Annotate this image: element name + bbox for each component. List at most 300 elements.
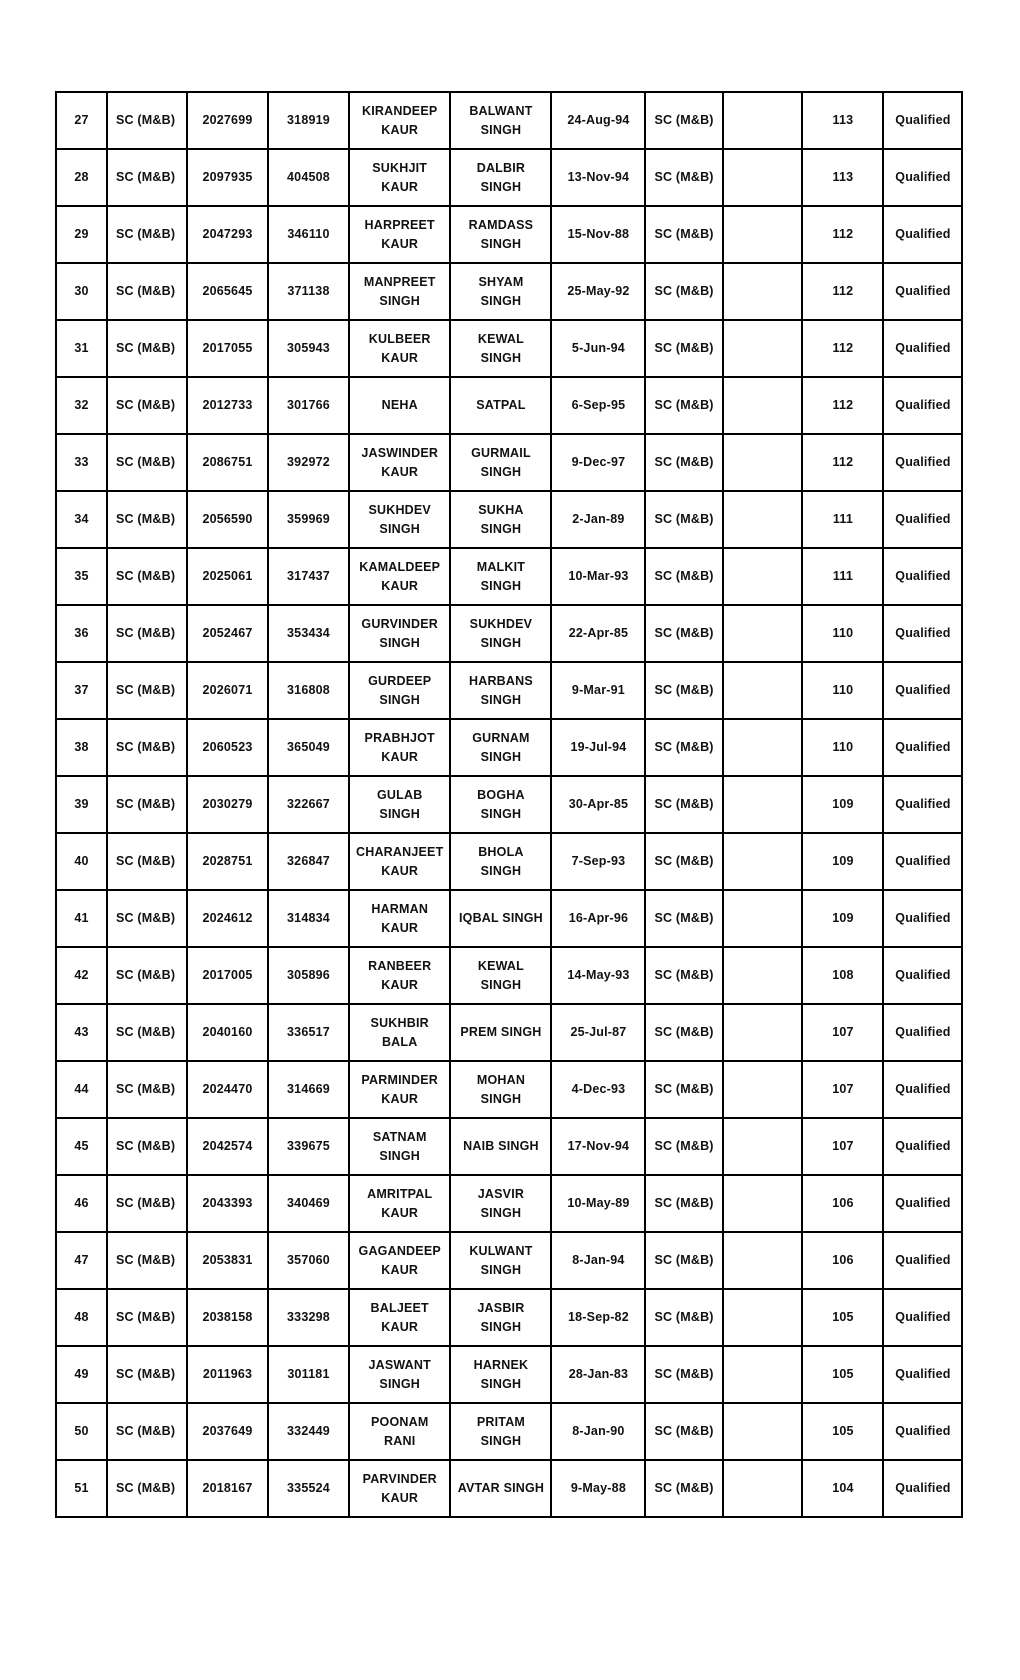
category-cell: SC (M&B) <box>107 1346 187 1403</box>
result-cell: Qualified <box>883 92 962 149</box>
candidate-name-cell: GULAB SINGH <box>349 776 450 833</box>
roll-number-cell: 2027699 <box>187 92 268 149</box>
candidate-name-cell: HARPREET KAUR <box>349 206 450 263</box>
remarks-cell <box>723 263 802 320</box>
roll-number-cell: 2024470 <box>187 1061 268 1118</box>
serial-number-cell: 31 <box>56 320 107 377</box>
result-cell: Qualified <box>883 605 962 662</box>
father-name-cell: KULWANT SINGH <box>450 1232 551 1289</box>
table-row <box>56 548 962 605</box>
marks-cell: 111 <box>802 491 883 548</box>
marks-cell: 110 <box>802 605 883 662</box>
serial-number-cell: 33 <box>56 434 107 491</box>
allotted-category-cell: SC (M&B) <box>645 1403 723 1460</box>
candidate-name-cell: MANPREET SINGH <box>349 263 450 320</box>
father-name-cell: HARBANS SINGH <box>450 662 551 719</box>
father-name-cell: JASBIR SINGH <box>450 1289 551 1346</box>
serial-number-cell: 40 <box>56 833 107 890</box>
roll-number-cell: 2065645 <box>187 263 268 320</box>
remarks-cell <box>723 206 802 263</box>
category-cell: SC (M&B) <box>107 320 187 377</box>
remarks-cell <box>723 1289 802 1346</box>
application-number-cell: 335524 <box>268 1460 349 1517</box>
roll-number-cell: 2038158 <box>187 1289 268 1346</box>
application-number-cell: 365049 <box>268 719 349 776</box>
father-name-cell: PREM SINGH <box>450 1004 551 1061</box>
marks-cell: 105 <box>802 1289 883 1346</box>
father-name-cell: AVTAR SINGH <box>450 1460 551 1517</box>
result-cell: Qualified <box>883 548 962 605</box>
father-name-cell: NAIB SINGH <box>450 1118 551 1175</box>
application-number-cell: 336517 <box>268 1004 349 1061</box>
marks-cell: 106 <box>802 1175 883 1232</box>
remarks-cell <box>723 548 802 605</box>
table-row <box>56 947 962 1004</box>
date-of-birth-cell: 10-May-89 <box>551 1175 645 1232</box>
category-cell: SC (M&B) <box>107 662 187 719</box>
table-row <box>56 377 962 434</box>
date-of-birth-cell: 2-Jan-89 <box>551 491 645 548</box>
father-name-cell: SUKHDEV SINGH <box>450 605 551 662</box>
father-name-cell: SUKHA SINGH <box>450 491 551 548</box>
roll-number-cell: 2012733 <box>187 377 268 434</box>
category-cell: SC (M&B) <box>107 92 187 149</box>
marks-cell: 107 <box>802 1118 883 1175</box>
serial-number-cell: 37 <box>56 662 107 719</box>
allotted-category-cell: SC (M&B) <box>645 1004 723 1061</box>
marks-cell: 112 <box>802 434 883 491</box>
remarks-cell <box>723 719 802 776</box>
table-row <box>56 1346 962 1403</box>
roll-number-cell: 2060523 <box>187 719 268 776</box>
roll-number-cell: 2017005 <box>187 947 268 1004</box>
serial-number-cell: 41 <box>56 890 107 947</box>
roll-number-cell: 2017055 <box>187 320 268 377</box>
roll-number-cell: 2026071 <box>187 662 268 719</box>
date-of-birth-cell: 9-Mar-91 <box>551 662 645 719</box>
table-row <box>56 1175 962 1232</box>
date-of-birth-cell: 25-Jul-87 <box>551 1004 645 1061</box>
remarks-cell <box>723 605 802 662</box>
date-of-birth-cell: 9-May-88 <box>551 1460 645 1517</box>
father-name-cell: KEWAL SINGH <box>450 320 551 377</box>
application-number-cell: 392972 <box>268 434 349 491</box>
marks-cell: 109 <box>802 833 883 890</box>
table-row <box>56 1061 962 1118</box>
result-cell: Qualified <box>883 491 962 548</box>
allotted-category-cell: SC (M&B) <box>645 1232 723 1289</box>
allotted-category-cell: SC (M&B) <box>645 1346 723 1403</box>
result-cell: Qualified <box>883 1460 962 1517</box>
candidate-name-cell: SUKHBIR BALA <box>349 1004 450 1061</box>
serial-number-cell: 51 <box>56 1460 107 1517</box>
serial-number-cell: 44 <box>56 1061 107 1118</box>
result-cell: Qualified <box>883 1175 962 1232</box>
table-row <box>56 833 962 890</box>
result-cell: Qualified <box>883 1232 962 1289</box>
table-row <box>56 263 962 320</box>
roll-number-cell: 2086751 <box>187 434 268 491</box>
date-of-birth-cell: 25-May-92 <box>551 263 645 320</box>
result-cell: Qualified <box>883 320 962 377</box>
remarks-cell <box>723 1232 802 1289</box>
candidate-name-cell: POONAM RANI <box>349 1403 450 1460</box>
marks-cell: 107 <box>802 1061 883 1118</box>
category-cell: SC (M&B) <box>107 377 187 434</box>
result-cell: Qualified <box>883 1289 962 1346</box>
date-of-birth-cell: 4-Dec-93 <box>551 1061 645 1118</box>
serial-number-cell: 47 <box>56 1232 107 1289</box>
allotted-category-cell: SC (M&B) <box>645 491 723 548</box>
category-cell: SC (M&B) <box>107 491 187 548</box>
table-row <box>56 1403 962 1460</box>
serial-number-cell: 42 <box>56 947 107 1004</box>
father-name-cell: RAMDASS SINGH <box>450 206 551 263</box>
date-of-birth-cell: 13-Nov-94 <box>551 149 645 206</box>
table-row <box>56 149 962 206</box>
candidate-name-cell: KAMALDEEP KAUR <box>349 548 450 605</box>
remarks-cell <box>723 1175 802 1232</box>
allotted-category-cell: SC (M&B) <box>645 263 723 320</box>
roll-number-cell: 2024612 <box>187 890 268 947</box>
father-name-cell: JASVIR SINGH <box>450 1175 551 1232</box>
allotted-category-cell: SC (M&B) <box>645 1061 723 1118</box>
serial-number-cell: 32 <box>56 377 107 434</box>
category-cell: SC (M&B) <box>107 1175 187 1232</box>
serial-number-cell: 50 <box>56 1403 107 1460</box>
serial-number-cell: 45 <box>56 1118 107 1175</box>
serial-number-cell: 49 <box>56 1346 107 1403</box>
application-number-cell: 404508 <box>268 149 349 206</box>
candidate-name-cell: GAGANDEEP KAUR <box>349 1232 450 1289</box>
date-of-birth-cell: 9-Dec-97 <box>551 434 645 491</box>
marks-cell: 110 <box>802 662 883 719</box>
category-cell: SC (M&B) <box>107 1061 187 1118</box>
application-number-cell: 305896 <box>268 947 349 1004</box>
category-cell: SC (M&B) <box>107 206 187 263</box>
roll-number-cell: 2053831 <box>187 1232 268 1289</box>
table-row <box>56 1460 962 1517</box>
roll-number-cell: 2056590 <box>187 491 268 548</box>
marks-cell: 113 <box>802 92 883 149</box>
father-name-cell: DALBIR SINGH <box>450 149 551 206</box>
serial-number-cell: 35 <box>56 548 107 605</box>
roll-number-cell: 2097935 <box>187 149 268 206</box>
candidate-name-cell: RANBEER KAUR <box>349 947 450 1004</box>
candidate-name-cell: JASWINDER KAUR <box>349 434 450 491</box>
allotted-category-cell: SC (M&B) <box>645 605 723 662</box>
application-number-cell: 301766 <box>268 377 349 434</box>
candidate-name-cell: PARMINDER KAUR <box>349 1061 450 1118</box>
roll-number-cell: 2018167 <box>187 1460 268 1517</box>
candidate-name-cell: JASWANT SINGH <box>349 1346 450 1403</box>
father-name-cell: BOGHA SINGH <box>450 776 551 833</box>
serial-number-cell: 36 <box>56 605 107 662</box>
application-number-cell: 353434 <box>268 605 349 662</box>
marks-cell: 111 <box>802 548 883 605</box>
category-cell: SC (M&B) <box>107 434 187 491</box>
table-row <box>56 662 962 719</box>
allotted-category-cell: SC (M&B) <box>645 833 723 890</box>
result-cell: Qualified <box>883 1061 962 1118</box>
candidate-name-cell: KIRANDEEP KAUR <box>349 92 450 149</box>
remarks-cell <box>723 890 802 947</box>
table-row <box>56 719 962 776</box>
remarks-cell <box>723 1118 802 1175</box>
date-of-birth-cell: 24-Aug-94 <box>551 92 645 149</box>
candidate-name-cell: NEHA <box>349 377 450 434</box>
result-cell: Qualified <box>883 377 962 434</box>
roll-number-cell: 2047293 <box>187 206 268 263</box>
application-number-cell: 339675 <box>268 1118 349 1175</box>
remarks-cell <box>723 1346 802 1403</box>
date-of-birth-cell: 22-Apr-85 <box>551 605 645 662</box>
marks-cell: 113 <box>802 149 883 206</box>
date-of-birth-cell: 30-Apr-85 <box>551 776 645 833</box>
roll-number-cell: 2011963 <box>187 1346 268 1403</box>
date-of-birth-cell: 15-Nov-88 <box>551 206 645 263</box>
marks-cell: 106 <box>802 1232 883 1289</box>
allotted-category-cell: SC (M&B) <box>645 776 723 833</box>
roll-number-cell: 2040160 <box>187 1004 268 1061</box>
table-row <box>56 776 962 833</box>
roll-number-cell: 2025061 <box>187 548 268 605</box>
result-cell: Qualified <box>883 719 962 776</box>
remarks-cell <box>723 149 802 206</box>
remarks-cell <box>723 1403 802 1460</box>
remarks-cell <box>723 947 802 1004</box>
date-of-birth-cell: 18-Sep-82 <box>551 1289 645 1346</box>
allotted-category-cell: SC (M&B) <box>645 719 723 776</box>
category-cell: SC (M&B) <box>107 263 187 320</box>
marks-cell: 109 <box>802 776 883 833</box>
application-number-cell: 346110 <box>268 206 349 263</box>
remarks-cell <box>723 662 802 719</box>
table-row <box>56 491 962 548</box>
application-number-cell: 316808 <box>268 662 349 719</box>
father-name-cell: HARNEK SINGH <box>450 1346 551 1403</box>
application-number-cell: 322667 <box>268 776 349 833</box>
marks-cell: 112 <box>802 320 883 377</box>
candidate-name-cell: KULBEER KAUR <box>349 320 450 377</box>
application-number-cell: 317437 <box>268 548 349 605</box>
table-row <box>56 1232 962 1289</box>
remarks-cell <box>723 1004 802 1061</box>
candidate-name-cell: PRABHJOT KAUR <box>349 719 450 776</box>
application-number-cell: 332449 <box>268 1403 349 1460</box>
candidate-name-cell: SUKHDEV SINGH <box>349 491 450 548</box>
allotted-category-cell: SC (M&B) <box>645 92 723 149</box>
result-cell: Qualified <box>883 662 962 719</box>
father-name-cell: MOHAN SINGH <box>450 1061 551 1118</box>
allotted-category-cell: SC (M&B) <box>645 320 723 377</box>
serial-number-cell: 48 <box>56 1289 107 1346</box>
date-of-birth-cell: 8-Jan-90 <box>551 1403 645 1460</box>
remarks-cell <box>723 776 802 833</box>
allotted-category-cell: SC (M&B) <box>645 434 723 491</box>
serial-number-cell: 27 <box>56 92 107 149</box>
roll-number-cell: 2042574 <box>187 1118 268 1175</box>
results-table <box>55 91 963 1518</box>
father-name-cell: GURMAIL SINGH <box>450 434 551 491</box>
table-row <box>56 1118 962 1175</box>
table-row <box>56 92 962 149</box>
date-of-birth-cell: 8-Jan-94 <box>551 1232 645 1289</box>
remarks-cell <box>723 833 802 890</box>
category-cell: SC (M&B) <box>107 149 187 206</box>
result-cell: Qualified <box>883 1403 962 1460</box>
application-number-cell: 359969 <box>268 491 349 548</box>
category-cell: SC (M&B) <box>107 890 187 947</box>
remarks-cell <box>723 1460 802 1517</box>
date-of-birth-cell: 17-Nov-94 <box>551 1118 645 1175</box>
results-table-body <box>56 92 962 1517</box>
application-number-cell: 333298 <box>268 1289 349 1346</box>
roll-number-cell: 2030279 <box>187 776 268 833</box>
date-of-birth-cell: 7-Sep-93 <box>551 833 645 890</box>
allotted-category-cell: SC (M&B) <box>645 890 723 947</box>
allotted-category-cell: SC (M&B) <box>645 947 723 1004</box>
allotted-category-cell: SC (M&B) <box>645 377 723 434</box>
candidate-name-cell: PARVINDER KAUR <box>349 1460 450 1517</box>
table-row <box>56 890 962 947</box>
father-name-cell: BHOLA SINGH <box>450 833 551 890</box>
father-name-cell: SHYAM SINGH <box>450 263 551 320</box>
candidate-name-cell: SUKHJIT KAUR <box>349 149 450 206</box>
marks-cell: 104 <box>802 1460 883 1517</box>
father-name-cell: MALKIT SINGH <box>450 548 551 605</box>
marks-cell: 110 <box>802 719 883 776</box>
allotted-category-cell: SC (M&B) <box>645 1289 723 1346</box>
result-cell: Qualified <box>883 1346 962 1403</box>
candidate-name-cell: HARMAN KAUR <box>349 890 450 947</box>
serial-number-cell: 38 <box>56 719 107 776</box>
serial-number-cell: 43 <box>56 1004 107 1061</box>
date-of-birth-cell: 14-May-93 <box>551 947 645 1004</box>
marks-cell: 112 <box>802 206 883 263</box>
allotted-category-cell: SC (M&B) <box>645 548 723 605</box>
category-cell: SC (M&B) <box>107 776 187 833</box>
result-cell: Qualified <box>883 434 962 491</box>
category-cell: SC (M&B) <box>107 1460 187 1517</box>
marks-cell: 108 <box>802 947 883 1004</box>
table-row <box>56 1004 962 1061</box>
father-name-cell: SATPAL <box>450 377 551 434</box>
serial-number-cell: 30 <box>56 263 107 320</box>
application-number-cell: 305943 <box>268 320 349 377</box>
remarks-cell <box>723 377 802 434</box>
father-name-cell: KEWAL SINGH <box>450 947 551 1004</box>
father-name-cell: PRITAM SINGH <box>450 1403 551 1460</box>
category-cell: SC (M&B) <box>107 605 187 662</box>
table-row <box>56 320 962 377</box>
allotted-category-cell: SC (M&B) <box>645 662 723 719</box>
application-number-cell: 357060 <box>268 1232 349 1289</box>
allotted-category-cell: SC (M&B) <box>645 206 723 263</box>
category-cell: SC (M&B) <box>107 719 187 776</box>
category-cell: SC (M&B) <box>107 1004 187 1061</box>
application-number-cell: 301181 <box>268 1346 349 1403</box>
date-of-birth-cell: 10-Mar-93 <box>551 548 645 605</box>
roll-number-cell: 2037649 <box>187 1403 268 1460</box>
category-cell: SC (M&B) <box>107 1403 187 1460</box>
marks-cell: 109 <box>802 890 883 947</box>
date-of-birth-cell: 16-Apr-96 <box>551 890 645 947</box>
application-number-cell: 340469 <box>268 1175 349 1232</box>
remarks-cell <box>723 92 802 149</box>
result-cell: Qualified <box>883 206 962 263</box>
table-row <box>56 206 962 263</box>
serial-number-cell: 29 <box>56 206 107 263</box>
serial-number-cell: 34 <box>56 491 107 548</box>
marks-cell: 105 <box>802 1346 883 1403</box>
marks-cell: 112 <box>802 377 883 434</box>
allotted-category-cell: SC (M&B) <box>645 1460 723 1517</box>
father-name-cell: IQBAL SINGH <box>450 890 551 947</box>
remarks-cell <box>723 491 802 548</box>
application-number-cell: 314834 <box>268 890 349 947</box>
category-cell: SC (M&B) <box>107 1289 187 1346</box>
result-cell: Qualified <box>883 947 962 1004</box>
result-cell: Qualified <box>883 776 962 833</box>
roll-number-cell: 2028751 <box>187 833 268 890</box>
date-of-birth-cell: 5-Jun-94 <box>551 320 645 377</box>
allotted-category-cell: SC (M&B) <box>645 1175 723 1232</box>
roll-number-cell: 2043393 <box>187 1175 268 1232</box>
remarks-cell <box>723 1061 802 1118</box>
result-cell: Qualified <box>883 1004 962 1061</box>
category-cell: SC (M&B) <box>107 548 187 605</box>
result-cell: Qualified <box>883 890 962 947</box>
serial-number-cell: 46 <box>56 1175 107 1232</box>
serial-number-cell: 28 <box>56 149 107 206</box>
candidate-name-cell: BALJEET KAUR <box>349 1289 450 1346</box>
result-cell: Qualified <box>883 833 962 890</box>
application-number-cell: 326847 <box>268 833 349 890</box>
table-row <box>56 605 962 662</box>
marks-cell: 112 <box>802 263 883 320</box>
category-cell: SC (M&B) <box>107 833 187 890</box>
category-cell: SC (M&B) <box>107 1118 187 1175</box>
result-cell: Qualified <box>883 263 962 320</box>
date-of-birth-cell: 28-Jan-83 <box>551 1346 645 1403</box>
marks-cell: 107 <box>802 1004 883 1061</box>
serial-number-cell: 39 <box>56 776 107 833</box>
table-row <box>56 434 962 491</box>
father-name-cell: GURNAM SINGH <box>450 719 551 776</box>
remarks-cell <box>723 320 802 377</box>
result-cell: Qualified <box>883 149 962 206</box>
candidate-name-cell: GURDEEP SINGH <box>349 662 450 719</box>
candidate-name-cell: CHARANJEET KAUR <box>349 833 450 890</box>
application-number-cell: 371138 <box>268 263 349 320</box>
date-of-birth-cell: 19-Jul-94 <box>551 719 645 776</box>
remarks-cell <box>723 434 802 491</box>
candidate-name-cell: SATNAM SINGH <box>349 1118 450 1175</box>
category-cell: SC (M&B) <box>107 947 187 1004</box>
allotted-category-cell: SC (M&B) <box>645 149 723 206</box>
allotted-category-cell: SC (M&B) <box>645 1118 723 1175</box>
application-number-cell: 318919 <box>268 92 349 149</box>
father-name-cell: BALWANT SINGH <box>450 92 551 149</box>
table-row <box>56 1289 962 1346</box>
marks-cell: 105 <box>802 1403 883 1460</box>
candidate-name-cell: AMRITPAL KAUR <box>349 1175 450 1232</box>
candidate-name-cell: GURVINDER SINGH <box>349 605 450 662</box>
date-of-birth-cell: 6-Sep-95 <box>551 377 645 434</box>
application-number-cell: 314669 <box>268 1061 349 1118</box>
category-cell: SC (M&B) <box>107 1232 187 1289</box>
